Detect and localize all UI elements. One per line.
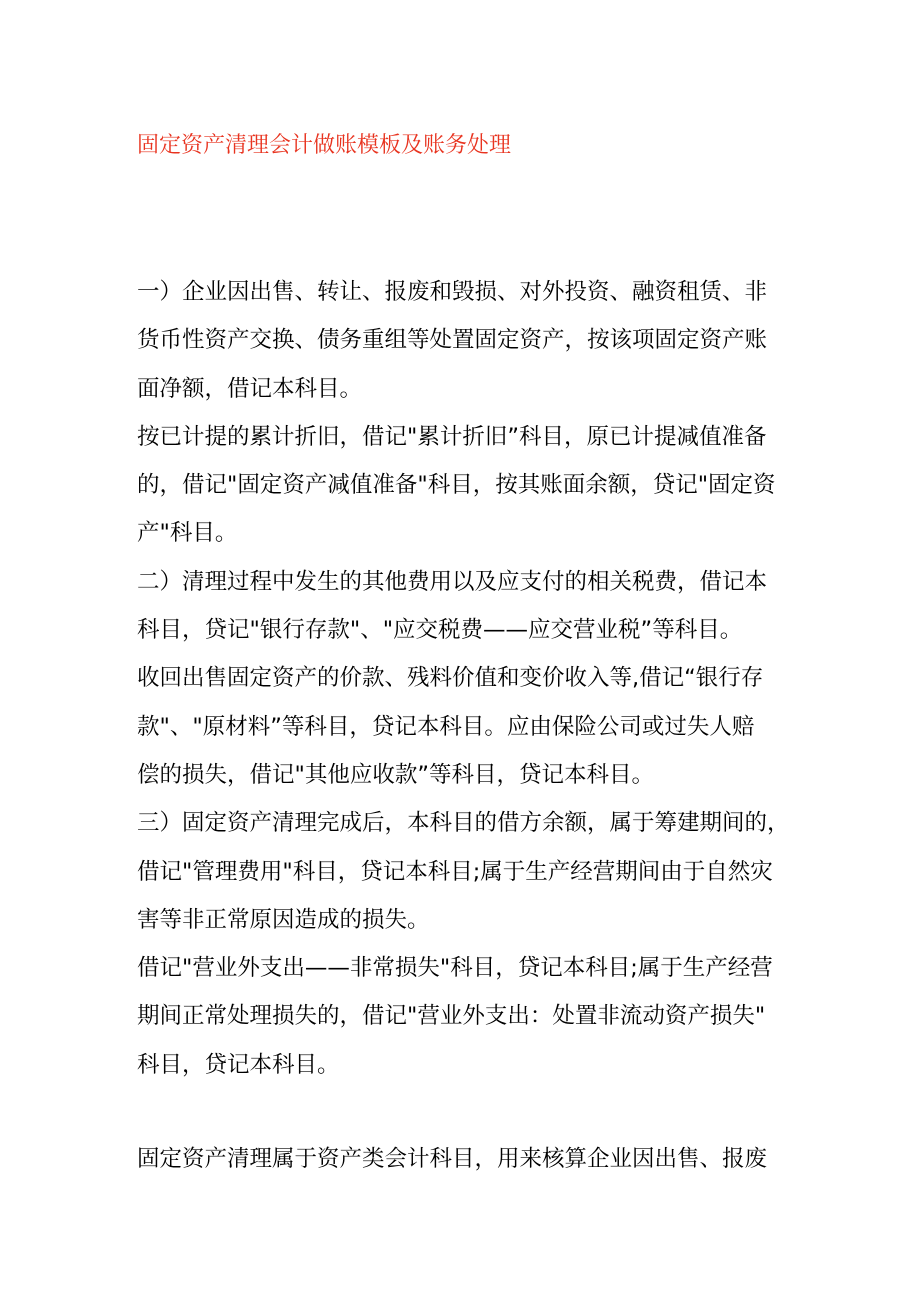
text-line: 期间正常处理损失的，借记"营业外支出：处置非流动资产损失" [137, 1003, 766, 1030]
text-line: 的，借记"固定资产减值准备"科目，按其账面余额，贷记"固定资 [137, 472, 776, 499]
text-line: 借记"管理费用"科目，贷记本科目;属于生产经营期间由于自然灾 [137, 858, 773, 885]
text-line: 科目，贷记"银行存款"、"应交税费——应交营业税”等科目。 [137, 617, 743, 644]
text-line: 产"科目。 [137, 520, 238, 547]
text-line: 害等非正常原因造成的损失。 [137, 906, 430, 933]
text-line: 偿的损失，借记"其他应收款”等科目，贷记本科目。 [137, 761, 655, 788]
text-line: 按已计提的累计折旧，借记"累计折旧”科目，原已计提减值准备 [137, 423, 767, 450]
text-line: 款"、"原材料”等科目，贷记本科目。应由保险公司或过失人赔 [137, 713, 755, 740]
text-line: 货币性资产交换、债务重组等处置固定资产，按该项固定资产账 [137, 327, 768, 354]
text-line: 面净额，借记本科目。 [137, 375, 363, 402]
text-line: 借记"营业外支出——非常损失"科目，贷记本科目;属于生产经营 [137, 955, 773, 982]
text-line: 科目，贷记本科目。 [137, 1051, 340, 1078]
body-paragraphs [137, 268, 797, 1089]
text-line: 二）清理过程中发生的其他费用以及应支付的相关税费，借记本 [137, 568, 768, 595]
text-line: 收回出售固定资产的价款、残料价值和变价收入等,借记“银行存 [137, 665, 764, 692]
text-line: 一）企业因出售、转让、报废和毁损、对外投资、融资租赁、非 [137, 279, 768, 305]
document-title: 固定资产清理会计做账模板及账务处理 [137, 133, 512, 158]
closing-paragraph [137, 1135, 797, 1183]
text-line: 三）固定资产清理完成后，本科目的借方余额，属于筹建期间的， [137, 810, 790, 837]
text-line: 固定资产清理属于资产类会计科目，用来核算企业因出售、报废 [137, 1146, 768, 1172]
